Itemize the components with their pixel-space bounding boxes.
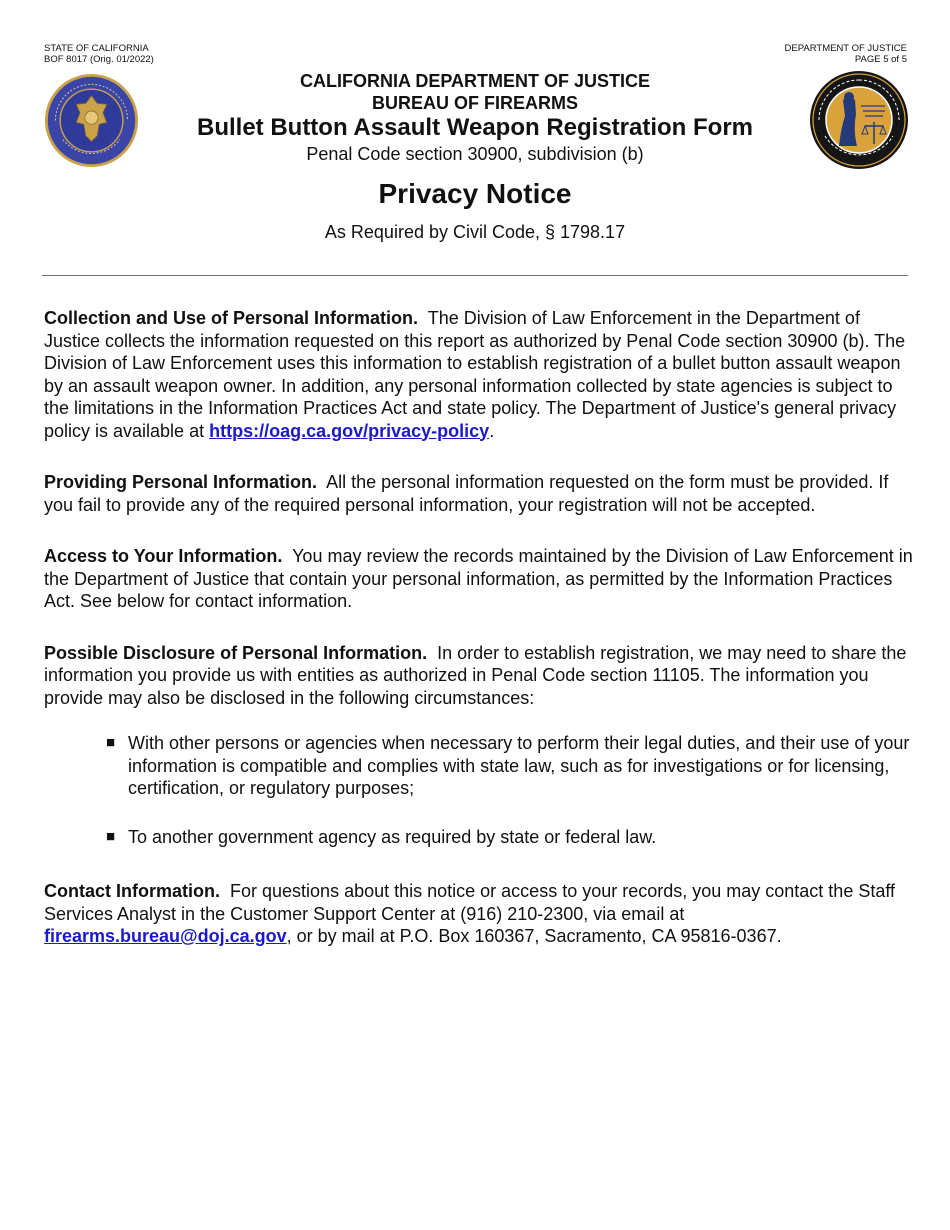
state-label: STATE OF CALIFORNIA	[44, 43, 149, 54]
header-divider	[42, 275, 908, 276]
page-info-block	[785, 43, 907, 65]
bureau-name: BUREAU OF FIREARMS	[372, 93, 578, 113]
form-id-block	[44, 43, 154, 65]
section-heading: Access to Your Information.	[44, 546, 283, 566]
list-item-text: To another government agency as required by state or federal law.	[128, 826, 657, 847]
square-bullet-icon: ■	[106, 827, 116, 845]
page-title: Privacy Notice	[378, 178, 572, 209]
section-text-tail: , or by mail at P.O. Box 160367, Sacramento, CA 95816-0367.	[286, 926, 782, 946]
contact-section	[44, 880, 914, 948]
list-item-text: With other persons or agencies when necessary to perform their legal duties, and their use of your information is compatible and complies with state law, such as for investigations or for licensing, certification, or regulatory purposes;	[128, 733, 910, 798]
form-title: Bullet Button Assault Weapon Registration Form	[196, 114, 754, 141]
square-bullet-icon: ■	[106, 734, 116, 751]
section-text-tail: .	[489, 420, 495, 441]
form-header	[0, 70, 950, 243]
privacy-policy-link[interactable]: https://oag.ca.gov/privacy-policy	[209, 420, 490, 441]
section-text: In order to establish registration, we may need to share the information you provide us with entities as authorized in Penal Code section 11105. The information you provide may also be disclosed in the following circumstances:	[44, 642, 907, 708]
agency-name: CALIFORNIA DEPARTMENT OF JUSTICE	[300, 71, 650, 91]
section-text: For questions about this notice or access to your records, you may contact the Staff Services Analyst in the Customer Support Center at (916) 210-2300, via email at	[44, 881, 896, 924]
section-text: You may review the records maintained by the Division of Law Enforcement in the Department of Justice that contain your personal information, as permitted by the Information Practices Act. See below for contact information.	[44, 546, 913, 611]
providing-section	[44, 471, 914, 516]
list-item	[106, 732, 914, 800]
penal-code-reference: Penal Code section 30900, subdivision (b)	[306, 144, 644, 164]
civil-code-reference: As Required by Civil Code, § 1798.17	[324, 222, 626, 242]
disclosure-section	[44, 642, 914, 710]
page-number: PAGE 5 of 5	[854, 54, 907, 65]
email-link[interactable]: firearms.bureau@doj.ca.gov	[44, 926, 287, 946]
section-heading: Collection and Use of Personal Information.	[44, 308, 419, 328]
access-section	[44, 545, 914, 613]
section-heading: Contact Information.	[44, 881, 220, 901]
collection-section	[44, 307, 914, 442]
section-heading: Possible Disclosure of Personal Information.	[44, 642, 428, 663]
section-text: The Division of Law Enforcement in the Department of Justice collects the information requested on this report as authorized by Penal Code section 30900 (b). The Division of Law Enforcement uses this information to establish registration of a bullet button assault weapon by an assault weapon owner. In addition, any personal information collected by state agencies is subject to the limitations in the Information Practices Act and state policy. The Department of Justice's general privacy policy is available at	[44, 308, 906, 441]
section-text: All the personal information requested on the form must be provided. If you fail to provide any of the required personal information, your registration will not be accepted.	[44, 472, 889, 515]
disclosure-list	[44, 732, 914, 848]
form-number: BOF 8017 (Orig. 01/2022)	[44, 54, 154, 65]
list-item	[106, 826, 914, 849]
section-heading: Providing Personal Information.	[44, 472, 318, 492]
notice-body	[44, 307, 914, 977]
department-label: DEPARTMENT OF JUSTICE	[784, 43, 907, 54]
